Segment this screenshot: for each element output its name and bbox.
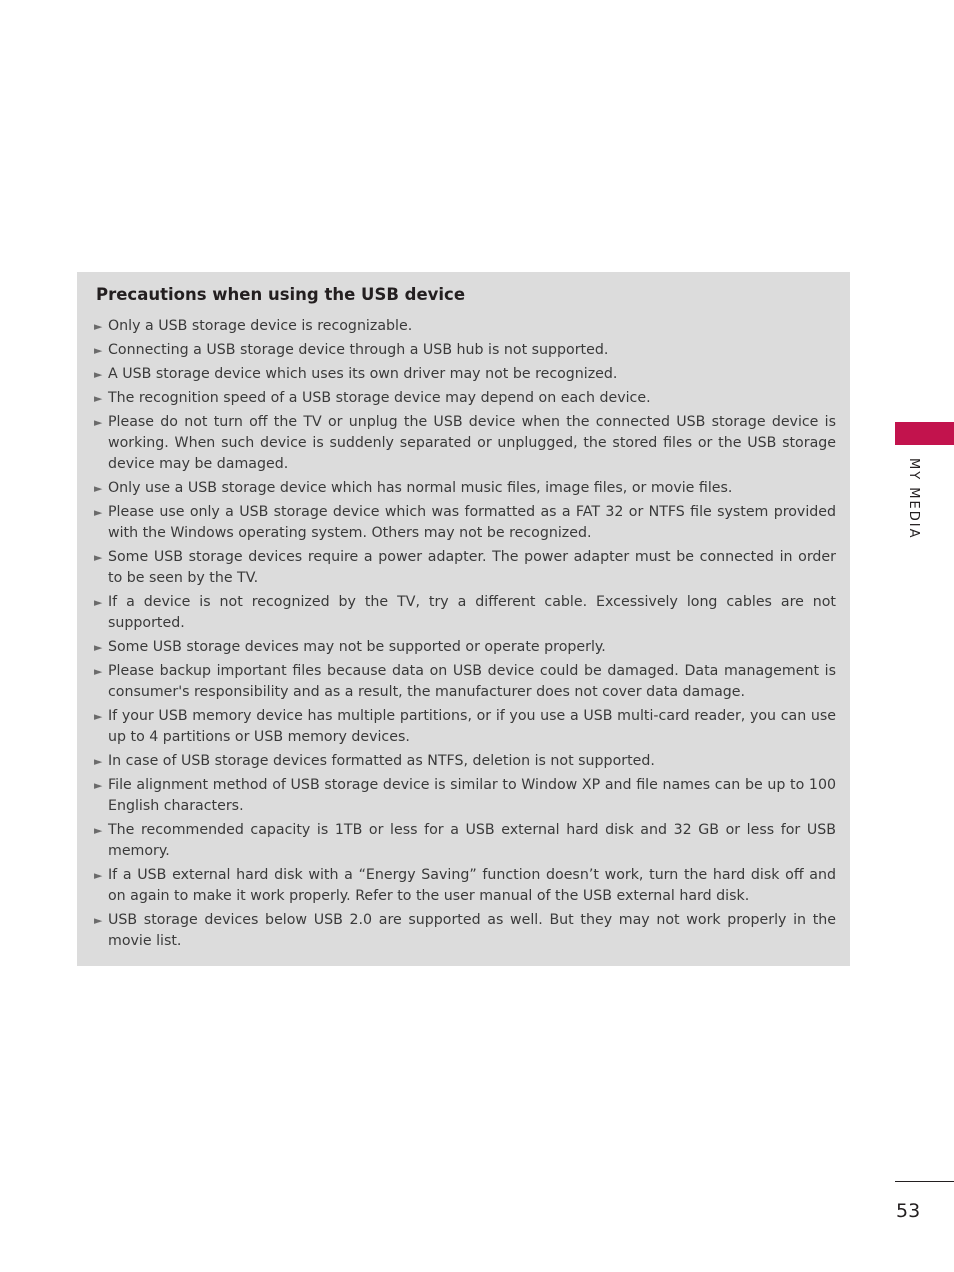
list-item-text: Some USB storage devices require a power adapter. The power adapter must be connected in order to be seen by the TV.: [108, 549, 836, 586]
triangle-bullet-icon: ►: [94, 755, 103, 768]
precautions-list: [94, 316, 836, 952]
list-item-text: Please use only a USB storage device which was formatted as a FAT 32 or NTFS file system provided with the Windows operating system. Others may not be recognized.: [108, 504, 836, 541]
list-item: [94, 412, 836, 475]
list-item: [94, 637, 836, 658]
list-item-text: If your USB memory device has multiple partitions, or if you use a USB multi-card reader, you can use up to 4 partitions or USB memory devices.: [108, 708, 836, 745]
triangle-bullet-icon: ►: [94, 344, 103, 357]
triangle-bullet-icon: ►: [94, 392, 103, 405]
list-item-text: A USB storage device which uses its own driver may not be recognized.: [108, 366, 618, 382]
list-item: [94, 364, 836, 385]
page-number: 53: [896, 1200, 921, 1222]
triangle-bullet-icon: ►: [94, 779, 103, 792]
triangle-bullet-icon: ►: [94, 596, 103, 609]
list-item: [94, 751, 836, 772]
triangle-bullet-icon: ►: [94, 368, 103, 381]
section-title: Precautions when using the USB device: [96, 285, 466, 304]
triangle-bullet-icon: ►: [94, 320, 103, 333]
list-item-text: File alignment method of USB storage device is similar to Window XP and file names can be up to 100 English characters.: [108, 777, 836, 814]
list-item-text: In case of USB storage devices formatted as NTFS, deletion is not supported.: [108, 753, 655, 769]
list-item-text: If a device is not recognized by the TV, try a different cable. Excessively long cables are not supported.: [108, 594, 836, 631]
triangle-bullet-icon: ►: [94, 551, 103, 564]
triangle-bullet-icon: ►: [94, 824, 103, 837]
list-item-text: Some USB storage devices may not be supported or operate properly.: [108, 639, 606, 655]
list-item: [94, 706, 836, 748]
triangle-bullet-icon: ►: [94, 641, 103, 654]
triangle-bullet-icon: ►: [94, 710, 103, 723]
triangle-bullet-icon: ►: [94, 482, 103, 495]
list-item-text: If a USB external hard disk with a “Energy Saving” function doesn’t work, turn the hard disk off and on again to make it work properly. Refer to the user manual of the USB external hard disk.: [108, 867, 836, 904]
list-item-text: The recommended capacity is 1TB or less for a USB external hard disk and 32 GB or less for USB memory.: [108, 822, 836, 859]
list-item: [94, 478, 836, 499]
list-item: [94, 820, 836, 862]
precautions-panel: [77, 272, 850, 966]
list-item: [94, 316, 836, 337]
list-item: [94, 661, 836, 703]
list-item-text: Connecting a USB storage device through a USB hub is not supported.: [108, 342, 609, 358]
list-item-text: Only a USB storage device is recognizable.: [108, 318, 413, 334]
triangle-bullet-icon: ►: [94, 665, 103, 678]
triangle-bullet-icon: ►: [94, 869, 103, 882]
list-item: [94, 865, 836, 907]
list-item: [94, 775, 836, 817]
footer-divider: [895, 1181, 954, 1182]
triangle-bullet-icon: ►: [94, 506, 103, 519]
list-item-text: The recognition speed of a USB storage device may depend on each device.: [108, 390, 651, 406]
list-item-text: Please backup important files because data on USB device could be damaged. Data management is consumer's responsibility and as a result, the manufacturer does not cover data damage.: [108, 663, 836, 700]
list-item-text: USB storage devices below USB 2.0 are supported as well. But they may not work properly in the movie list.: [108, 912, 836, 949]
list-item: [94, 910, 836, 952]
list-item: [94, 388, 836, 409]
list-item: [94, 547, 836, 589]
chapter-tab-marker: [895, 422, 954, 445]
chapter-label: MY MEDIA: [906, 458, 921, 540]
triangle-bullet-icon: ►: [94, 416, 103, 429]
list-item: [94, 592, 836, 634]
list-item: [94, 502, 836, 544]
list-item-text: Please do not turn off the TV or unplug the USB device when the connected USB storage device is working. When such device is suddenly separated or unplugged, the stored files or the USB storage device may be damaged.: [108, 414, 836, 472]
list-item: [94, 340, 836, 361]
triangle-bullet-icon: ►: [94, 914, 103, 927]
list-item-text: Only use a USB storage device which has normal music files, image files, or movie files.: [108, 480, 733, 496]
